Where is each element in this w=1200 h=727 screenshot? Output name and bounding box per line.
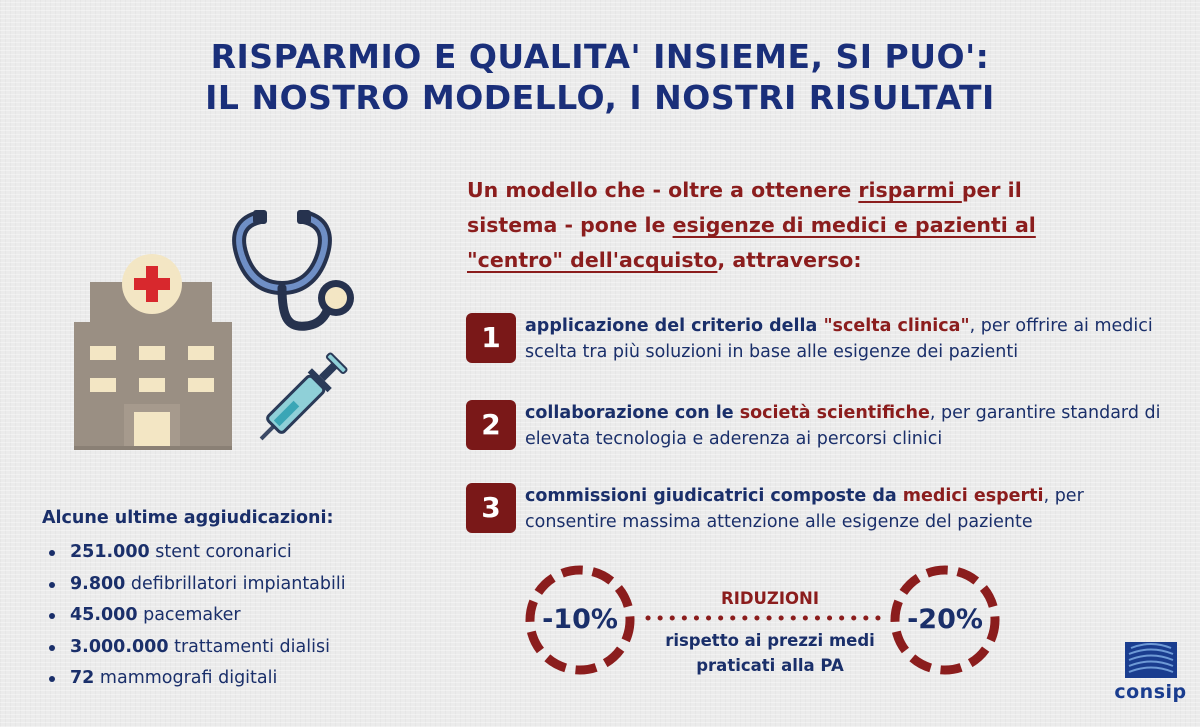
award-label: stent coronarici — [149, 542, 292, 562]
list-item — [42, 569, 402, 601]
point-highlight: società scientifiche — [739, 403, 930, 423]
award-label: pacemaker — [137, 605, 241, 625]
award-label: mammografi digitali — [94, 668, 278, 688]
hospital-icon — [74, 254, 232, 450]
point-highlight: "scelta clinica" — [823, 316, 970, 336]
consip-logo — [1113, 640, 1188, 705]
page-title — [0, 36, 1200, 118]
point-bold: collaborazione con le — [525, 403, 740, 423]
stethoscope-icon — [239, 210, 354, 326]
award-count: 9.800 — [70, 573, 126, 594]
point-number-badge: 2 — [466, 400, 516, 450]
reductions-subtitle-line: praticati alla PA — [696, 656, 844, 675]
point-rest: , per consentire massima attenzione alle esigenze del paziente — [525, 486, 1084, 532]
awards-list — [42, 537, 402, 695]
point-rest: , per offrire ai medici scelta tra più soluzioni in base alle esigenze dei pazienti — [525, 316, 1153, 362]
award-label: trattamenti dialisi — [168, 636, 330, 657]
consip-logo-icon — [1113, 640, 1188, 680]
title-line-1: RISPARMIO E QUALITA' INSIEME, SI PUO': — [210, 37, 990, 76]
point-text — [525, 313, 1175, 365]
point-bold: commissioni giudicatrici composte da — [525, 486, 903, 506]
list-item — [42, 663, 402, 695]
intro-underline-esigenze: esigenze di medici e pazienti al "centro" dell'acquisto — [467, 213, 1036, 272]
logo-text: consip — [1114, 681, 1187, 703]
award-label: defibrillatori impiantabili — [125, 573, 346, 594]
point-rest: , per garantire standard di elevata tecnologia e aderenza ai percorsi clinici — [525, 403, 1161, 449]
point-number-badge: 1 — [466, 313, 516, 363]
intro-text — [467, 173, 1107, 278]
reduction-left: -10% — [542, 604, 618, 635]
award-count: 72 — [70, 668, 95, 688]
point-bold: applicazione del criterio della — [525, 316, 824, 336]
medical-illustration — [60, 200, 380, 470]
awards-section — [42, 506, 402, 695]
reductions-subtitle — [635, 628, 905, 678]
point-highlight: medici esperti — [902, 486, 1044, 506]
award-count: 251.000 — [70, 542, 150, 562]
reduction-right: -20% — [907, 604, 983, 635]
intro-text-part: per il sistema - pone le — [467, 178, 1022, 237]
award-count: 45.000 — [70, 605, 138, 625]
award-count: 3.000.000 — [70, 636, 169, 657]
list-item — [42, 537, 402, 569]
reductions-title: RIDUZIONI — [720, 589, 820, 608]
point-number-badge: 3 — [466, 483, 516, 533]
awards-title: Alcune ultime aggiudicazioni: — [42, 508, 334, 528]
list-item — [42, 632, 402, 664]
title-line-2: IL NOSTRO MODELLO, I NOSTRI RISULTATI — [205, 78, 995, 117]
point-text — [525, 400, 1175, 452]
intro-text-part: Un modello che - oltre a ottenere — [467, 178, 859, 202]
list-item — [42, 600, 402, 632]
reductions-subtitle-line: rispetto ai prezzi medi — [665, 631, 875, 650]
point-text — [525, 483, 1175, 535]
syringe-icon — [251, 351, 349, 449]
intro-underline-risparmi: risparmi — [858, 178, 962, 202]
savings-section — [520, 560, 1010, 680]
intro-text-part: , attraverso: — [717, 248, 862, 272]
